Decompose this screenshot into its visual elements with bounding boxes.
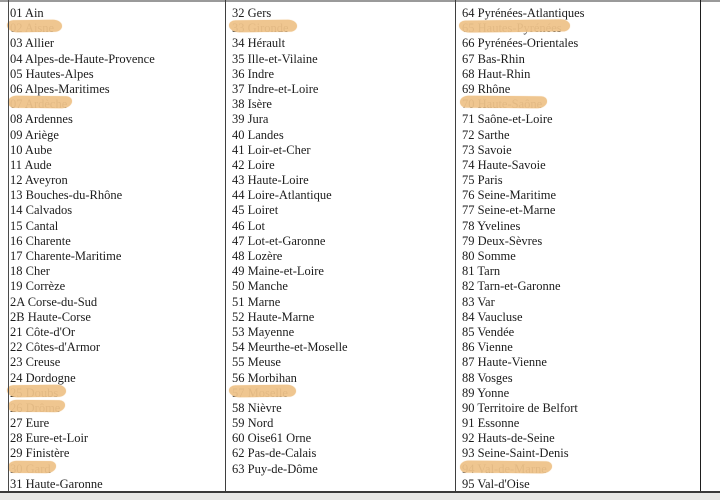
table-left-border — [8, 0, 9, 492]
list-item — [462, 36, 697, 51]
highlight-mark — [459, 20, 570, 33]
department-entry: 13 Bouches-du-Rhône — [10, 188, 123, 203]
department-entry — [10, 21, 54, 36]
department-entry: 46 Lot — [232, 218, 265, 233]
department-entry: 31 Haute-Garonne — [10, 476, 103, 491]
list-item — [10, 112, 222, 127]
department-entry: 51 Marne — [232, 294, 281, 309]
department-entry: 88 Vosges — [462, 370, 513, 385]
list-item — [462, 416, 697, 431]
list-item — [232, 401, 452, 416]
department-entry — [462, 462, 547, 477]
list-item — [10, 234, 222, 249]
department-entry: 22 Côtes-d'Armor — [10, 340, 101, 355]
list-item — [10, 295, 222, 310]
department-entry: 60 Oise61 Orne — [232, 431, 312, 446]
list-item — [232, 6, 452, 21]
department-entry: 48 Lozère — [232, 249, 283, 263]
department-entry: 40 Landes — [232, 127, 284, 142]
department-entry: 73 Savoie — [462, 142, 512, 157]
list-item — [10, 36, 222, 51]
department-entry: 53 Mayenne — [232, 324, 295, 339]
highlight-mark — [229, 384, 296, 396]
department-entry: 87 Haute-Vienne — [462, 355, 547, 370]
table-column-2 — [232, 6, 452, 477]
department-entry: 19 Corrèze — [10, 279, 66, 294]
list-item — [462, 355, 697, 370]
department-entry: 35 Ille-et-Vilaine — [232, 51, 318, 66]
list-item — [232, 386, 452, 401]
list-item — [232, 416, 452, 431]
list-item — [10, 477, 222, 492]
list-item — [462, 6, 697, 21]
department-entry: 24 Dordogne — [10, 370, 76, 385]
list-item — [10, 128, 222, 143]
list-item — [10, 97, 222, 112]
department-entry: 11 Aude — [10, 157, 52, 172]
list-item — [10, 325, 222, 340]
column-divider-1 — [225, 0, 226, 492]
department-entry: 79 Deux-Sèvres — [462, 233, 543, 248]
department-entry: 77 Seine-et-Marne — [462, 203, 556, 218]
list-item — [10, 401, 222, 416]
department-entry: 82 Tarn-et-Garonne — [462, 279, 561, 294]
table-column-1 — [10, 6, 222, 492]
department-entry — [232, 386, 288, 401]
department-entry: 63 Puy-de-Dôme — [232, 461, 318, 476]
list-item — [232, 325, 452, 340]
list-item — [232, 188, 452, 203]
table-column-3 — [462, 6, 697, 492]
department-entry: 2B Haute-Corse — [10, 309, 91, 324]
list-item — [10, 446, 222, 461]
list-item — [10, 21, 222, 36]
department-entry: 47 Lot-et-Garonne — [232, 233, 326, 248]
list-item — [462, 143, 697, 158]
department-entry: 43 Haute-Loire — [232, 173, 309, 188]
department-entry: 12 Aveyron — [10, 173, 68, 188]
highlight-mark — [229, 20, 297, 32]
list-item — [10, 219, 222, 234]
department-entry: 52 Haute-Marne — [232, 309, 315, 324]
department-entry: 15 Cantal — [10, 218, 59, 233]
department-entry: 78 Yvelines — [462, 218, 521, 233]
list-item — [462, 219, 697, 234]
list-item — [10, 173, 222, 188]
list-item — [462, 386, 697, 401]
department-entry: 71 Saône-et-Loire — [462, 112, 553, 127]
department-entry: 14 Calvados — [10, 203, 73, 218]
list-item — [232, 143, 452, 158]
department-entry: 68 Haut-Rhin — [462, 66, 531, 81]
list-item — [462, 477, 697, 492]
list-item — [232, 67, 452, 82]
list-item — [462, 97, 697, 112]
list-item — [462, 188, 697, 203]
highlight-mark — [460, 460, 552, 472]
department-entry: 54 Meurthe-et-Moselle — [232, 340, 348, 355]
list-item — [462, 295, 697, 310]
list-item — [232, 295, 452, 310]
department-entry: 16 Charente — [10, 233, 71, 248]
list-item — [232, 310, 452, 325]
list-item — [10, 188, 222, 203]
highlight-mark — [8, 460, 56, 472]
list-item — [10, 340, 222, 355]
department-entry: 18 Cher — [10, 264, 50, 279]
list-item — [462, 340, 697, 355]
department-entry — [232, 21, 289, 36]
highlight-mark — [7, 20, 62, 32]
department-entry: 95 Val-d'Oise — [462, 476, 530, 491]
list-item — [462, 21, 697, 36]
list-item — [10, 371, 222, 386]
list-item — [232, 112, 452, 127]
list-item — [232, 264, 452, 279]
department-entry: 17 Charente-Maritime — [10, 249, 122, 263]
department-entry: 44 Loire-Atlantique — [232, 188, 332, 203]
highlight-mark — [8, 400, 65, 412]
department-entry: 42 Loire — [232, 157, 275, 172]
department-entry — [10, 462, 51, 477]
department-entry: 74 Haute-Savoie — [462, 157, 546, 172]
department-entry: 03 Allier — [10, 36, 55, 51]
list-item — [10, 355, 222, 370]
column-divider-2 — [455, 0, 456, 492]
list-item — [232, 158, 452, 173]
list-item — [10, 67, 222, 82]
department-entry: 92 Hauts-de-Seine — [462, 431, 555, 446]
list-item — [462, 128, 697, 143]
list-item — [232, 431, 452, 446]
department-entry: 36 Indre — [232, 66, 274, 81]
list-item — [462, 173, 697, 188]
department-entry: 93 Seine-Saint-Denis — [462, 446, 569, 461]
list-item — [10, 431, 222, 446]
highlight-mark — [460, 96, 547, 108]
list-item — [232, 52, 452, 67]
list-item — [232, 21, 452, 36]
list-item — [232, 219, 452, 234]
department-entry: 83 Var — [462, 294, 495, 309]
list-item — [10, 249, 222, 264]
list-item — [232, 173, 452, 188]
department-entry: 56 Morbihan — [232, 370, 297, 385]
department-entry: 28 Eure-et-Loir — [10, 431, 89, 446]
department-entry — [462, 97, 542, 112]
department-entry: 10 Aube — [10, 142, 53, 157]
department-entry: 89 Yonne — [462, 385, 510, 400]
department-entry: 64 Pyrénées-Atlantiques — [462, 6, 585, 20]
list-item — [462, 67, 697, 82]
department-entry: 50 Manche — [232, 279, 288, 294]
department-entry: 41 Loir-et-Cher — [232, 142, 311, 157]
list-item — [232, 446, 452, 461]
department-entry: 09 Ariège — [10, 127, 59, 142]
department-entry: 2A Corse-du-Sud — [10, 294, 98, 309]
list-item — [232, 355, 452, 370]
department-entry: 29 Finistère — [10, 446, 70, 461]
page-footer-strip — [0, 493, 720, 500]
department-entry: 86 Vienne — [462, 340, 513, 355]
department-entry — [462, 21, 562, 36]
department-entry: 38 Isère — [232, 97, 272, 112]
list-item — [462, 234, 697, 249]
department-entry: 05 Hautes-Alpes — [10, 66, 94, 81]
list-item — [10, 462, 222, 477]
highlight-mark — [8, 96, 72, 108]
list-item — [462, 279, 697, 294]
department-entry: 62 Pas-de-Calais — [232, 446, 317, 461]
department-entry: 49 Maine-et-Loire — [232, 264, 324, 279]
department-entry — [10, 97, 67, 112]
list-item — [462, 203, 697, 218]
list-item — [462, 325, 697, 340]
list-item — [232, 234, 452, 249]
list-item — [10, 279, 222, 294]
department-entry — [10, 401, 60, 416]
list-item — [462, 52, 697, 67]
department-entry: 34 Hérault — [232, 36, 286, 51]
highlight-mark — [7, 384, 66, 396]
department-entry: 06 Alpes-Maritimes — [10, 81, 110, 96]
table-right-border — [700, 0, 701, 492]
department-entry: 32 Gers — [232, 6, 272, 20]
department-entry: 69 Rhône — [462, 81, 511, 96]
list-item — [462, 462, 697, 477]
list-item — [462, 431, 697, 446]
department-entry: 59 Nord — [232, 416, 274, 431]
department-entry: 23 Creuse — [10, 355, 61, 370]
list-item — [462, 446, 697, 461]
department-entry: 21 Côte-d'Or — [10, 324, 76, 339]
list-item — [10, 52, 222, 67]
department-entry: 76 Seine-Maritime — [462, 188, 557, 203]
department-entry: 85 Vendée — [462, 324, 515, 339]
list-item — [462, 401, 697, 416]
department-entry: 04 Alpes-de-Haute-Provence — [10, 51, 155, 66]
list-item — [232, 36, 452, 51]
list-item — [232, 371, 452, 386]
list-item — [462, 264, 697, 279]
department-entry: 45 Loiret — [232, 203, 279, 218]
list-item — [232, 340, 452, 355]
department-entry: 58 Nièvre — [232, 400, 282, 415]
department-entry: 81 Tarn — [462, 264, 501, 279]
department-entry: 91 Essonne — [462, 416, 520, 431]
department-entry: 66 Pyrénées-Orientales — [462, 36, 579, 51]
list-item — [232, 97, 452, 112]
list-item — [10, 386, 222, 401]
list-item — [232, 203, 452, 218]
list-item — [10, 82, 222, 97]
department-entry: 39 Jura — [232, 112, 269, 127]
list-item — [462, 112, 697, 127]
department-entry: 67 Bas-Rhin — [462, 51, 525, 66]
department-entry: 75 Paris — [462, 173, 503, 188]
list-item — [232, 249, 452, 264]
department-entry — [10, 386, 58, 401]
list-item — [232, 128, 452, 143]
table-top-edge — [0, 0, 720, 2]
list-item — [462, 371, 697, 386]
department-entry: 08 Ardennes — [10, 112, 73, 127]
list-item — [10, 264, 222, 279]
list-item — [462, 158, 697, 173]
list-item — [10, 203, 222, 218]
list-item — [10, 158, 222, 173]
list-item — [10, 416, 222, 431]
department-entry: 72 Sarthe — [462, 127, 510, 142]
list-item — [462, 82, 697, 97]
department-entry: 37 Indre-et-Loire — [232, 81, 319, 96]
list-item — [232, 279, 452, 294]
department-entry: 90 Territoire de Belfort — [462, 400, 578, 415]
list-item — [232, 82, 452, 97]
department-entry: 55 Meuse — [232, 355, 281, 370]
department-entry: 01 Ain — [10, 6, 44, 20]
department-entry: 27 Eure — [10, 416, 50, 431]
list-item — [232, 462, 452, 477]
list-item — [462, 249, 697, 264]
department-entry: 80 Somme — [462, 249, 516, 263]
list-item — [10, 143, 222, 158]
list-item — [10, 310, 222, 325]
list-item — [462, 310, 697, 325]
department-entry: 84 Vaucluse — [462, 309, 523, 324]
